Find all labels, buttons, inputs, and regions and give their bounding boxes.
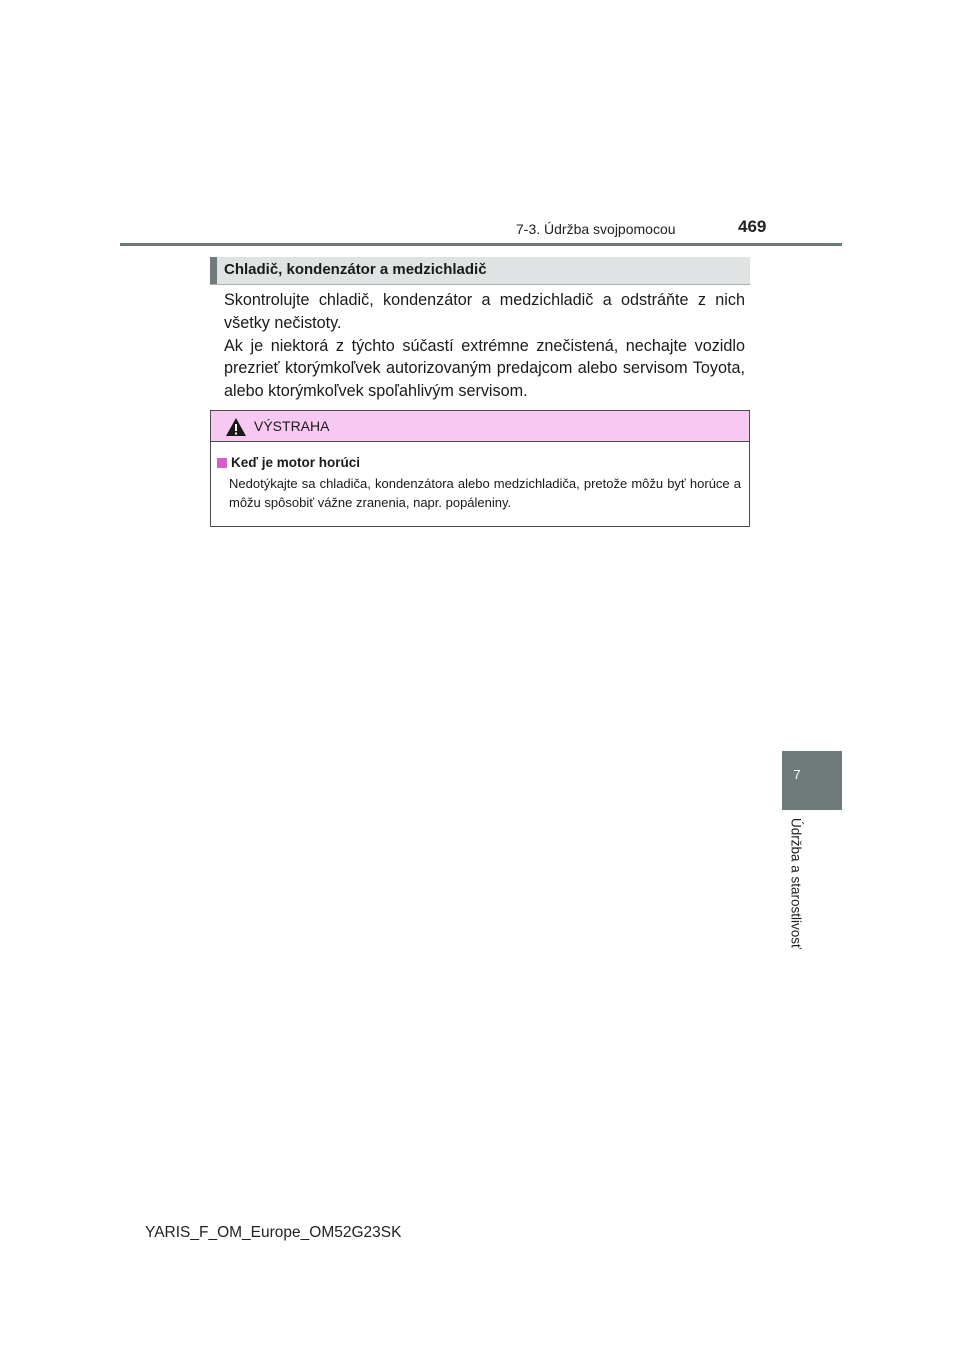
warning-header <box>211 411 749 442</box>
body-paragraph: Skontrolujte chladič, kondenzátor a medzichladič a odstráňte z nich všetky nečistoty. <box>224 291 745 332</box>
warning-label: VÝSTRAHA <box>254 418 330 434</box>
page-number: 469 <box>738 217 767 236</box>
section-title: Chladič, kondenzátor a medzichladič <box>224 261 487 278</box>
chapter-tab <box>782 751 842 810</box>
section-body <box>224 289 745 403</box>
chapter-heading: 7-3. Údržba svojpomocou <box>516 221 676 237</box>
warning-item-text: Nedotýkajte sa chladiča, kondenzátora alebo medzichladiča, pretože môžu byť horúce a môžu spôsobiť vážne zranenia, napr. popáleniny. <box>229 476 741 510</box>
warning-triangle-icon <box>225 417 247 437</box>
document-code: YARIS_F_OM_Europe_OM52G23SK <box>145 1224 402 1241</box>
section-accent-stripe <box>210 257 217 284</box>
warning-box <box>210 410 750 527</box>
warning-item-title: Keď je motor horúci <box>231 455 360 470</box>
chapter-side-label <box>784 818 808 962</box>
section-heading-bar <box>210 257 750 285</box>
chapter-tab-number: 7 <box>793 767 801 782</box>
warning-item-title-row <box>217 455 360 470</box>
square-bullet-icon <box>217 458 227 468</box>
body-paragraph: Ak je niektorá z týchto súčastí extrémne znečistená, nechajte vozidlo prezrieť ktorýmkoľvek autorizovaným predajcom alebo servisom Toyota, alebo ktorýmkoľvek spoľahlivým servisom. <box>224 336 745 401</box>
chapter-side-label-text: Údržba a starostlivosť <box>788 818 804 950</box>
header-divider <box>120 243 842 246</box>
